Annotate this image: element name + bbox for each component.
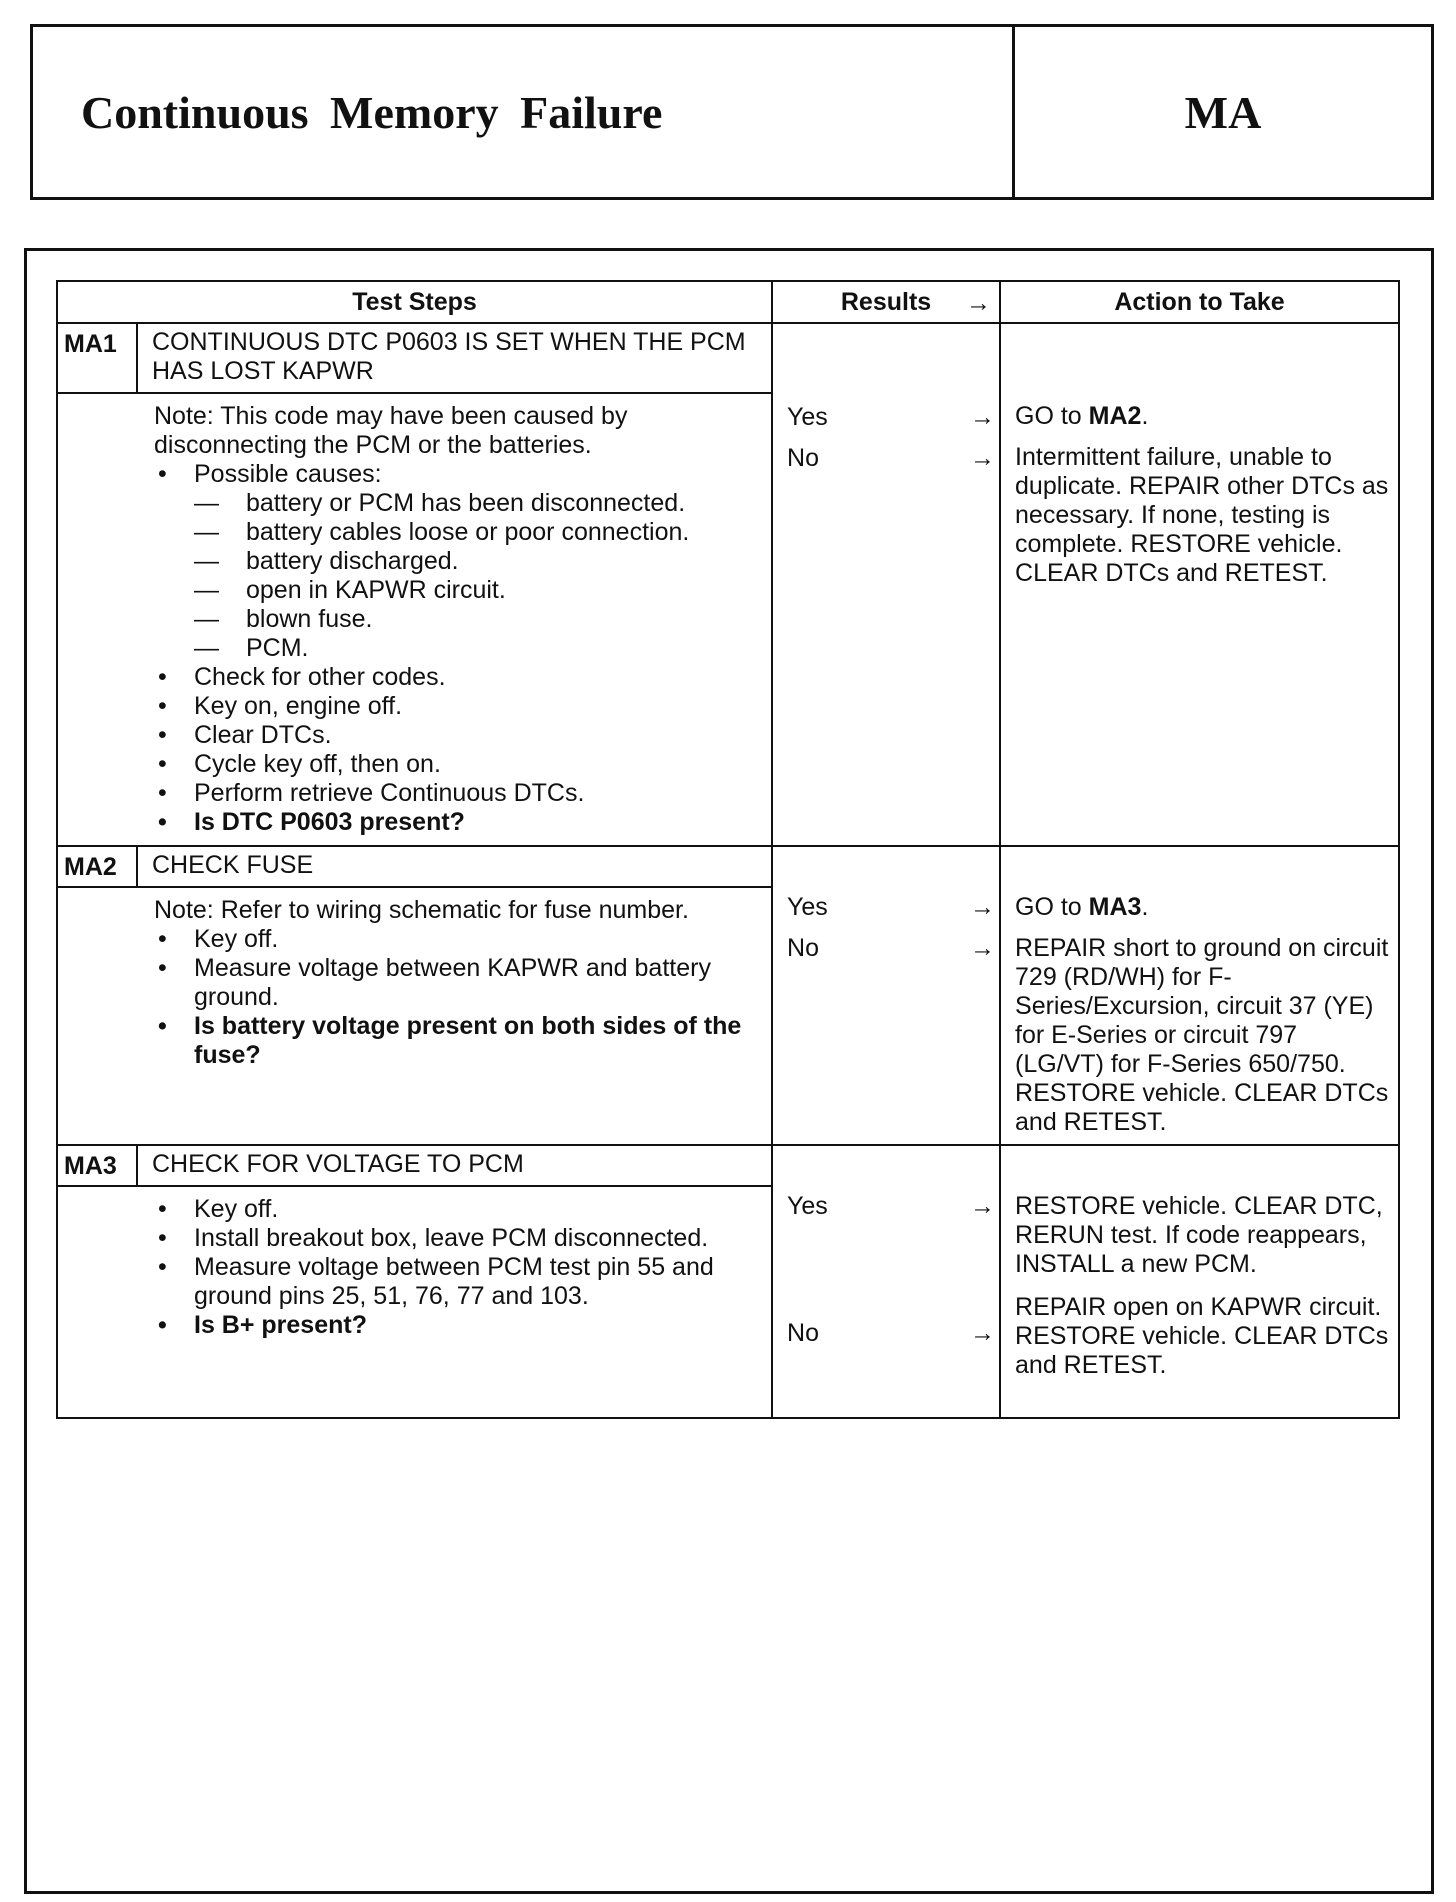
result-no bbox=[773, 1313, 999, 1354]
list-item: — battery discharged. bbox=[194, 547, 761, 576]
arrow-icon: → bbox=[970, 1319, 996, 1347]
result-yes-label: Yes bbox=[787, 893, 828, 921]
table-header-row bbox=[57, 281, 1399, 323]
step-question: • Is DTC P0603 present? bbox=[154, 808, 761, 837]
step-actions bbox=[1000, 846, 1399, 1145]
action-yes: GO to MA2. bbox=[1015, 402, 1149, 430]
step-actions bbox=[1000, 1145, 1399, 1418]
result-yes-label: Yes bbox=[787, 403, 828, 431]
list-item: — blown fuse. bbox=[194, 605, 761, 634]
result-yes-label: Yes bbox=[787, 1192, 828, 1220]
section-code: MA bbox=[1184, 86, 1262, 138]
col-results-label: Results bbox=[840, 287, 932, 316]
list-item: • Check for other codes. bbox=[154, 663, 761, 692]
step-results bbox=[772, 323, 1000, 846]
action-yes: RESTORE vehicle. CLEAR DTC, RERUN test. If code reappears, INSTALL a new PCM. bbox=[1015, 1192, 1383, 1278]
list-item: • Key off. bbox=[154, 1195, 761, 1224]
result-yes bbox=[773, 887, 999, 928]
action-yes: GO to MA3. bbox=[1015, 893, 1149, 921]
action-no: REPAIR short to ground on circuit 729 (RD/WH) for F-Series/Excursion, circuit 37 (YE) for E-Series or circuit 797 (LG/VT) for F-Series 650/750. RESTORE vehicle. CLEAR DTCs and RETEST. bbox=[1015, 934, 1389, 1136]
causes-list bbox=[194, 489, 761, 663]
action-yes-target: MA3 bbox=[1088, 893, 1142, 921]
possible-causes-label: Possible causes: bbox=[194, 460, 382, 488]
step-id: MA3 bbox=[57, 1145, 137, 1186]
list-item: • Measure voltage between PCM test pin 55 and ground pins 25, 51, 76, 77 and 103. bbox=[154, 1253, 761, 1311]
step-results bbox=[772, 1145, 1000, 1418]
step-body bbox=[57, 393, 772, 846]
list-item: • Key on, engine off. bbox=[154, 692, 761, 721]
result-no-label: No bbox=[787, 1319, 819, 1347]
step-title-row bbox=[57, 1145, 1399, 1186]
step-question: • Is B+ present? bbox=[154, 1311, 761, 1340]
result-yes bbox=[773, 397, 999, 438]
step-actions bbox=[1000, 323, 1399, 846]
result-no-label: No bbox=[787, 934, 819, 962]
step-title: CHECK FUSE bbox=[137, 846, 772, 887]
action-no: Intermittent failure, unable to duplicate. REPAIR other DTCs as necessary. If none, testing is complete. RESTORE vehicle. CLEAR DTCs and RETEST. bbox=[1015, 443, 1389, 587]
col-results bbox=[772, 281, 1000, 323]
list-item: — battery cables loose or poor connection. bbox=[194, 518, 761, 547]
result-no bbox=[773, 438, 999, 479]
step-body bbox=[57, 1186, 772, 1418]
list-item: — battery or PCM has been disconnected. bbox=[194, 489, 761, 518]
list-item bbox=[154, 460, 761, 663]
step-title: CONTINUOUS DTC P0603 IS SET WHEN THE PCM HAS LOST KAPWR bbox=[137, 323, 772, 393]
page-title: Continuous Memory Failure bbox=[33, 27, 1015, 197]
list-item: • Cycle key off, then on. bbox=[154, 750, 761, 779]
arrow-icon: → bbox=[970, 444, 996, 472]
step-bullets bbox=[154, 1195, 761, 1340]
action-yes-text: GO to bbox=[1015, 402, 1082, 430]
arrow-icon: → bbox=[970, 893, 996, 921]
list-item: • Install breakout box, leave PCM disconnected. bbox=[154, 1224, 761, 1253]
result-yes bbox=[773, 1186, 999, 1227]
action-no: REPAIR open on KAPWR circuit. RESTORE vehicle. CLEAR DTCs and RETEST. bbox=[1015, 1293, 1389, 1379]
page-header bbox=[30, 24, 1434, 200]
arrow-icon: → bbox=[970, 1192, 996, 1220]
arrow-icon: → bbox=[970, 403, 996, 431]
step-title-row bbox=[57, 846, 1399, 887]
list-item: — open in KAPWR circuit. bbox=[194, 576, 761, 605]
step-id: MA2 bbox=[57, 846, 137, 887]
result-no-label: No bbox=[787, 444, 819, 472]
step-id: MA1 bbox=[57, 323, 137, 393]
arrow-icon: → bbox=[966, 289, 992, 317]
step-bullets bbox=[154, 925, 761, 1070]
step-body bbox=[57, 887, 772, 1145]
step-note: Note: This code may have been caused by disconnecting the PCM or the batteries. bbox=[154, 402, 628, 459]
action-yes-text: GO to bbox=[1015, 893, 1082, 921]
result-no bbox=[773, 928, 999, 969]
col-action: Action to Take bbox=[1000, 281, 1399, 323]
col-test-steps: Test Steps bbox=[57, 281, 772, 323]
list-item: • Measure voltage between KAPWR and battery ground. bbox=[154, 954, 761, 1012]
action-yes-target: MA2 bbox=[1088, 402, 1142, 430]
step-title-row bbox=[57, 323, 1399, 393]
arrow-icon: → bbox=[970, 934, 996, 962]
list-item: — PCM. bbox=[194, 634, 761, 663]
step-question: • Is battery voltage present on both sides of the fuse? bbox=[154, 1012, 761, 1070]
test-steps-table bbox=[56, 280, 1400, 1419]
step-title: CHECK FOR VOLTAGE TO PCM bbox=[137, 1145, 772, 1186]
list-item: • Clear DTCs. bbox=[154, 721, 761, 750]
step-results bbox=[772, 846, 1000, 1145]
list-item: • Perform retrieve Continuous DTCs. bbox=[154, 779, 761, 808]
list-item: • Key off. bbox=[154, 925, 761, 954]
step-note: Note: Refer to wiring schematic for fuse number. bbox=[154, 896, 689, 924]
step-bullets bbox=[154, 460, 761, 837]
